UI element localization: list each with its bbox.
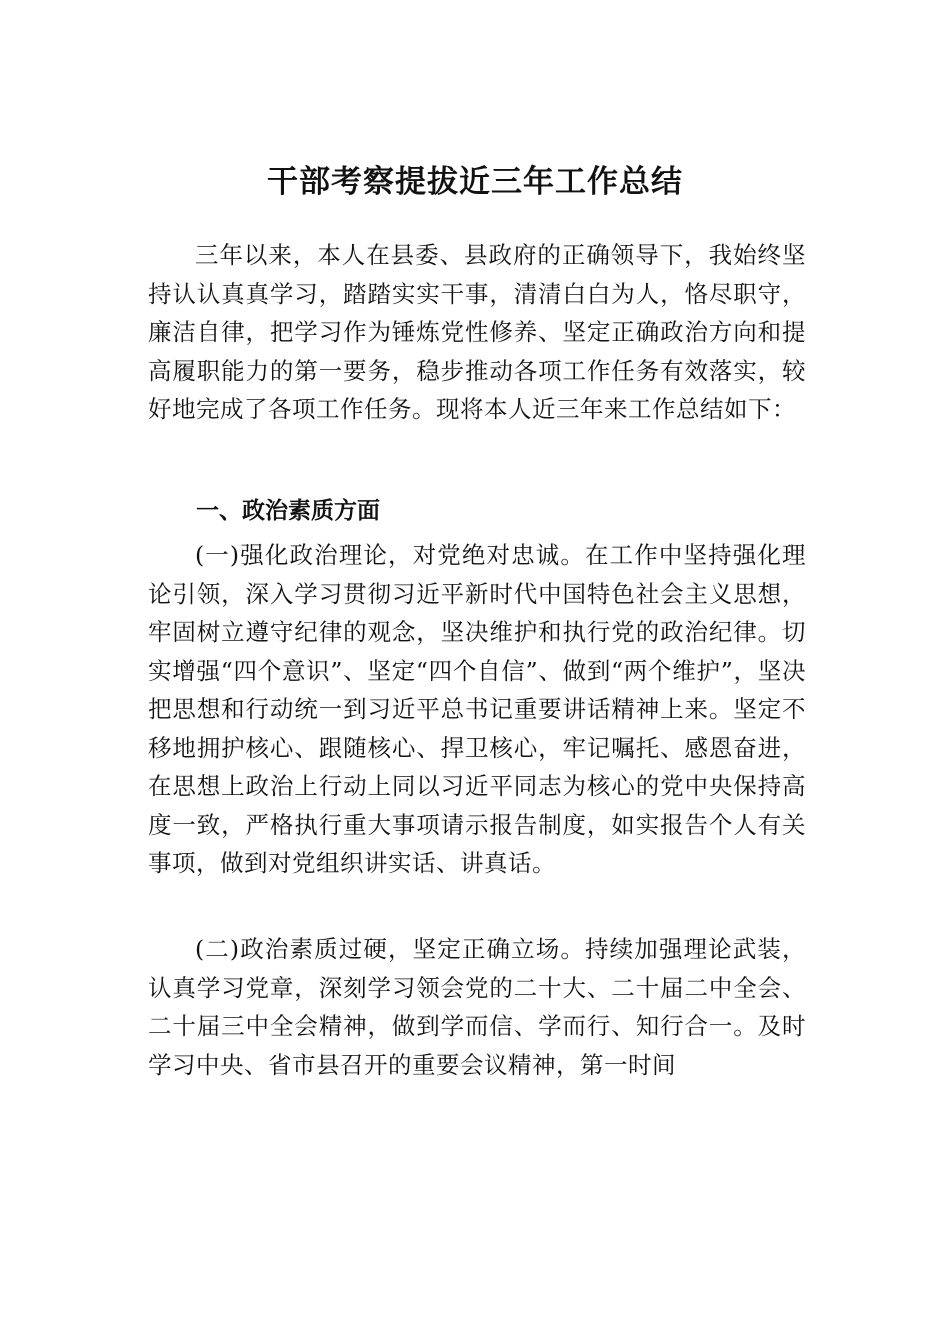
section-heading-political-quality: 一、政治素质方面 — [196, 498, 380, 524]
document-title: 干部考察提拔近三年工作总结 — [267, 164, 683, 200]
intro-paragraph: 三年以来，本人在县委、县政府的正确领导下，我始终坚持认认真真学习，踏踏实实干事，清清白白为人，恪尽职守，廉洁自律，把学习作为锤炼党性修养、坚定正确政治方向和提高履职能力的第一要务，稳步推动各项工作任务有效落实，较好地完成了各项工作任务。现将本人近三年来工作总结如下： — [148, 241, 806, 423]
paragraph-political-quality: (二)政治素质过硬，坚定正确立场。持续加强理论武装，认真学习党章，深刻学习领会党的二十大、二十届二中全会、二十届三中全会精神，做到学而信、学而行、知行合一。及时学习中央、省市县召开的重要会议精神，第一时间 — [148, 935, 806, 1079]
paragraph-strengthen-political-theory: (一)强化政治理论，对党绝对忠诚。在工作中坚持强化理论引领，深入学习贯彻习近平新时代中国特色社会主义思想，牢固树立遵守纪律的观念，坚决维护和执行党的政治纪律。切实增强“四个意识”、坚定“四个自信”、做到“两个维护”，坚决把思想和行动统一到习近平总书记重要讲话精神上来。坚定不移地拥护核心、跟随核心、捍卫核心，牢记嘱托、感恩奋进，在思想上政治上行动上同以习近平同志为核心的党中央保持高度一致，严格执行重大事项请示报告制度，如实报告个人有关事项，做到对党组织讲实话、讲真话。 — [148, 541, 806, 877]
